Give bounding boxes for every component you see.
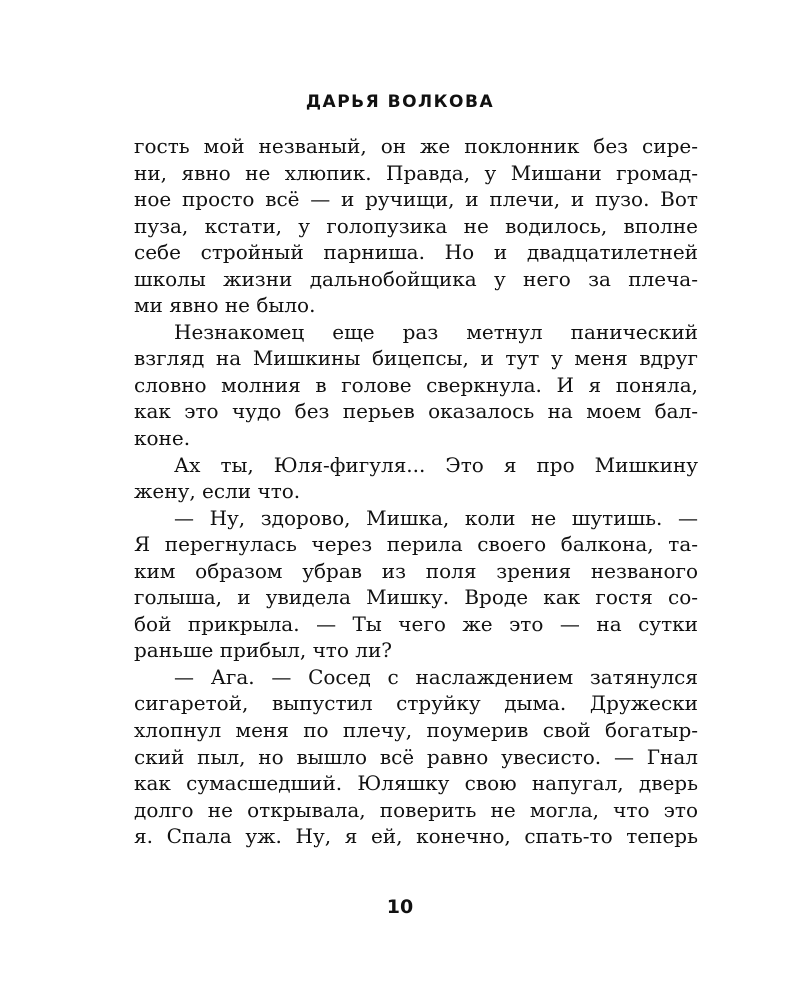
text-line: взгляд на Мишкины бицепсы, и тут у меня вдруг xyxy=(134,346,698,371)
text-line: я. Спала уж. Ну, я ей, конечно, спать-то теперь xyxy=(134,824,698,849)
running-head: ДАРЬЯ ВОЛКОВА xyxy=(305,92,495,112)
text-line: коне. xyxy=(134,426,191,451)
text-line: как это чудо без перьев оказалось на моем бал- xyxy=(134,399,698,424)
text-line: — Ну, здорово, Мишка, коли не шутишь. — xyxy=(174,505,698,530)
text-line: хлопнул меня по плечу, поумерив свой богатыр- xyxy=(134,718,698,743)
text-line: себе стройный парниша. Но и двадцатилетней xyxy=(134,240,698,265)
page-number: 10 xyxy=(386,896,414,918)
text-line: раньше прибыл, что ли? xyxy=(134,638,393,663)
text-line: ное просто всё — и ручищи, и плечи, и пузо. Вот xyxy=(134,187,698,212)
text-line: ми явно не было. xyxy=(134,293,316,318)
text-line: бой прикрыла. — Ты чего же это — на сутки xyxy=(134,611,698,636)
text-line: как сумасшедший. Юляшку свою напугал, дверь xyxy=(134,771,698,796)
body-text xyxy=(134,133,698,850)
text-line: ни, явно не хлюпик. Правда, у Мишани громад- xyxy=(134,160,698,185)
text-line: Ах ты, Юля-фигуля... Это я про Мишкину xyxy=(174,452,698,477)
text-line: долго не открывала, поверить не могла, что это xyxy=(134,797,698,822)
text-line: ким образом убрав из поля зрения незваного xyxy=(134,558,698,583)
text-line: пуза, кстати, у голопузика не водилось, вполне xyxy=(134,213,698,238)
text-line: Я перегнулась через перила своего балкона, та- xyxy=(134,532,698,557)
text-line: школы жизни дальнобойщика у него за плеча- xyxy=(134,266,698,291)
text-line: голыша, и увидела Мишку. Вроде как гостя со- xyxy=(134,585,698,610)
text-line: Незнакомец еще раз метнул панический xyxy=(174,319,698,344)
text-line: сигаретой, выпустил струйку дыма. Дружески xyxy=(134,691,698,716)
text-line: ский пыл, но вышло всё равно увесисто. — Гнал xyxy=(134,744,698,769)
text-line: — Ага. — Сосед с наслаждением затянулся xyxy=(174,664,698,689)
text-line: гость мой незваный, он же поклонник без сире- xyxy=(134,134,698,158)
text-line: словно молния в голове сверкнула. И я поняла, xyxy=(134,372,698,397)
text-line: жену, если что. xyxy=(134,479,301,504)
